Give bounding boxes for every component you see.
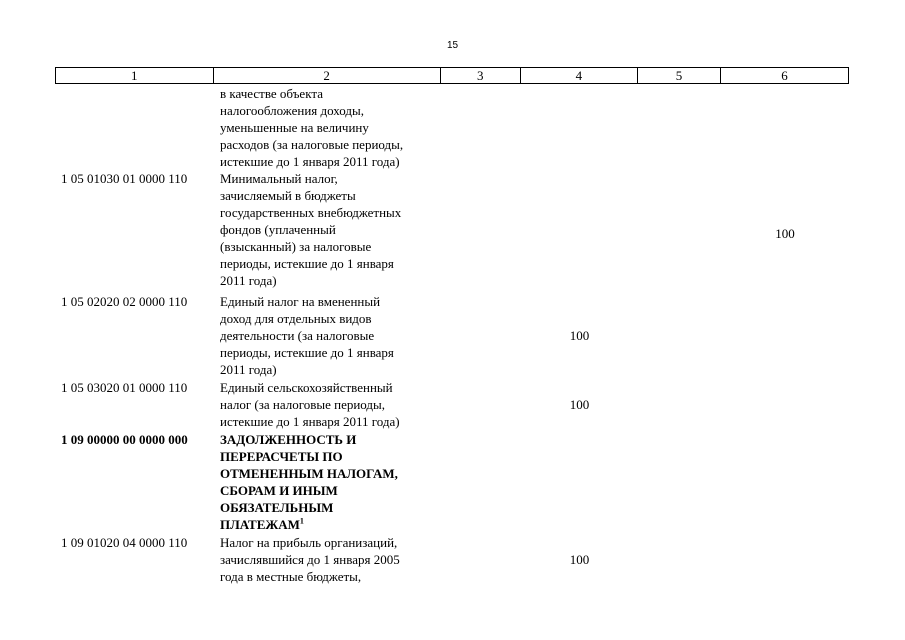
desc-line: (взысканный) за налоговые [220, 239, 372, 254]
row-description [220, 379, 445, 430]
desc-line: СБОРАМ И ИНЫМ [220, 483, 338, 498]
row-description [220, 170, 445, 289]
desc-line: налог (за налоговые периоды, [220, 397, 386, 412]
desc-line: доход для отдельных видов [220, 311, 372, 326]
desc-line: периоды, истекшие до 1 января [220, 256, 394, 271]
row-code: 1 05 03020 01 0000 110 [61, 380, 188, 395]
desc-line: ОТМЕНЕННЫМ НАЛОГАМ, [220, 466, 398, 481]
desc-line: Единый сельскохозяйственный [220, 380, 393, 395]
header-col-1: 1 [56, 68, 214, 84]
desc-line: ЗАДОЛЖЕННОСТЬ И [220, 432, 357, 447]
row-code: 1 09 00000 00 0000 000 [61, 432, 188, 447]
desc-line: истекшие до 1 января 2011 года) [220, 154, 400, 169]
row-code: 1 05 02020 02 0000 110 [61, 294, 188, 309]
header-col-3: 3 [440, 68, 520, 84]
desc-line: периоды, истекшие до 1 января [220, 345, 394, 360]
desc-line: 2011 года) [220, 362, 277, 377]
desc-line: зачислявшийся до 1 января 2005 [220, 552, 400, 567]
header-col-6: 6 [721, 68, 849, 84]
desc-line: в качестве объекта [220, 86, 323, 101]
desc-line: Налог на прибыль организаций, [220, 535, 398, 550]
row-code: 1 09 01020 04 0000 110 [61, 535, 188, 550]
table-header [55, 67, 849, 84]
desc-line [220, 516, 445, 533]
desc-line-text: ПЛАТЕЖАМ [220, 517, 300, 532]
row-col4-value: 100 [569, 397, 590, 412]
row-col4-value: 100 [569, 328, 590, 343]
row-code: 1 05 01030 01 0000 110 [61, 171, 188, 186]
desc-line: истекшие до 1 января 2011 года) [220, 414, 400, 429]
desc-line: деятельности (за налоговые [220, 328, 375, 343]
page-number: 15 [446, 40, 459, 51]
row-description [220, 85, 445, 170]
row-description [220, 431, 445, 533]
desc-line: фондов (уплаченный [220, 222, 336, 237]
desc-line: Минимальный налог, [220, 171, 338, 186]
desc-line: расходов (за налоговые периоды, [220, 137, 404, 152]
header-col-4: 4 [520, 68, 637, 84]
desc-line: Единый налог на вмененный [220, 294, 381, 309]
desc-line: налогообложения доходы, [220, 103, 365, 118]
desc-line: уменьшенные на величину [220, 120, 369, 135]
desc-line: ОБЯЗАТЕЛЬНЫМ [220, 500, 334, 515]
row-description [220, 534, 445, 585]
desc-line: года в местные бюджеты, [220, 569, 362, 584]
row-description [220, 293, 445, 378]
footnote-marker: 1 [299, 516, 304, 526]
desc-line: зачисляемый в бюджеты [220, 188, 356, 203]
desc-line: 2011 года) [220, 273, 277, 288]
header-col-5: 5 [637, 68, 720, 84]
row-col6-value: 100 [775, 226, 795, 241]
desc-line: ПЕРЕРАСЧЕТЫ ПО [220, 449, 343, 464]
header-col-2: 2 [213, 68, 440, 84]
desc-line: государственных внебюджетных [220, 205, 402, 220]
row-col4-value: 100 [569, 552, 590, 567]
